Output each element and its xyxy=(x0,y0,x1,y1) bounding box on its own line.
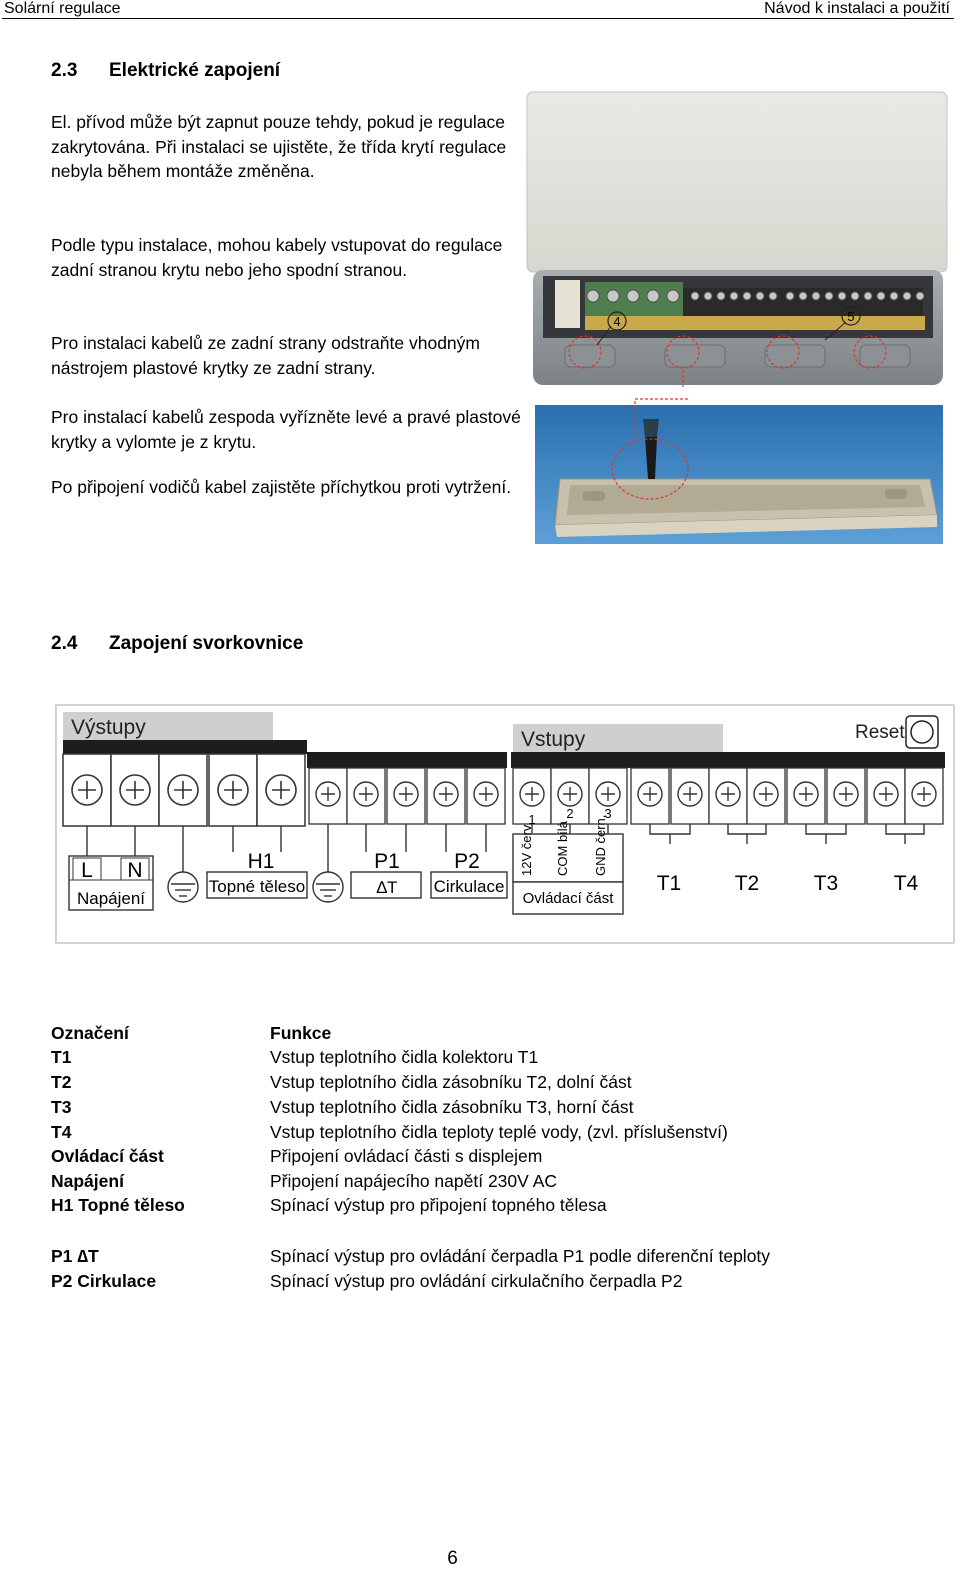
paragraph-strain-relief: Po připojení vodičů kabel zajistěte příchytkou proti vytržení. xyxy=(51,477,512,497)
supply-label: Napájení xyxy=(76,889,146,908)
paragraph-cable-entry: Podle typu instalace, mohou kabely vstupovat do regulace zadní stranou krytu nebo jeho spodní stranou. xyxy=(51,235,503,280)
row-label: P1 ∆T xyxy=(51,1246,99,1266)
header-right: Návod k instalaci a použití xyxy=(764,0,950,17)
column-header-function: Funkce xyxy=(270,1023,332,1043)
wire-gnd: GND čern. xyxy=(593,814,608,876)
control-part-label: Ovládací část xyxy=(522,890,614,907)
sensor-T4: T4 xyxy=(893,872,919,895)
section-2-4-heading xyxy=(51,633,303,655)
row-function: Vstup teplotního čidla kolektoru T1 xyxy=(270,1047,539,1067)
row-label: T3 xyxy=(51,1097,72,1117)
heater-label: Topné těleso xyxy=(208,877,306,896)
row-function: Spínací výstup pro připojení topného tělesa xyxy=(270,1195,607,1215)
section-number: 2.4 xyxy=(51,633,78,654)
row-function: Připojení napájecího napětí 230V AC xyxy=(270,1171,558,1191)
row-label: T2 xyxy=(51,1072,72,1092)
row-function: Vstup teplotního čidla zásobníku T2, dolní část xyxy=(270,1072,632,1092)
sensor-T1: T1 xyxy=(656,872,682,895)
row-label: T1 xyxy=(51,1047,72,1067)
small-terminals xyxy=(309,768,943,824)
row-function: Připojení ovládací části s displejem xyxy=(270,1146,543,1166)
sensor-T3: T3 xyxy=(813,872,839,895)
paragraph-power: El. přívod může být zapnut pouze tehdy, pokud je regulace zakrytována. Při instalaci se ujistěte, že třída krytí regulace nebyla během montáže změněna. xyxy=(51,112,507,181)
controller-housing-photo xyxy=(525,90,950,387)
paragraph-back-entry: Pro instalaci kabelů ze zadní strany odstraňte vhodným nástrojem plastové krytky ze zadní strany. xyxy=(51,333,480,378)
header-rule xyxy=(2,18,954,19)
section-number: 2.3 xyxy=(51,60,78,81)
row-label: Ovládací část xyxy=(51,1146,164,1166)
row-label: H1 Topné těleso xyxy=(51,1195,185,1215)
page-number: 6 xyxy=(447,1548,458,1569)
row-function: Vstup teplotního čidla teploty teplé vody, (zvl. příslušenství) xyxy=(270,1122,728,1142)
terminal-P1: P1 xyxy=(374,850,400,873)
section-title: Zapojení svorkovnice xyxy=(109,633,304,654)
row-label: P2 Cirkulace xyxy=(51,1271,157,1291)
output-terminals xyxy=(63,754,305,826)
terminal-H1: H1 xyxy=(247,850,275,873)
row-function: Spínací výstup pro ovládání čerpadla P1 podle diferenční teploty xyxy=(270,1246,771,1266)
column-header-label: Označení xyxy=(51,1023,129,1043)
paragraph-bottom-entry: Pro instalací kabelů zespoda vyřízněte levé a pravé plastové krytky a vylomte je z krytu. xyxy=(51,407,521,452)
row-function: Spínací výstup pro ovládání cirkulačního čerpadla P2 xyxy=(270,1271,683,1291)
circulation-label: Cirkulace xyxy=(433,877,505,896)
wire-com: COM bílá xyxy=(555,821,570,876)
row-label: Napájení xyxy=(51,1171,124,1191)
photo-marker-5: 5 xyxy=(847,309,855,324)
section-2-3-heading xyxy=(51,60,280,82)
pin-3: 3 xyxy=(604,806,612,821)
header-left: Solární regulace xyxy=(4,0,121,17)
terminal-P2: P2 xyxy=(454,850,480,873)
row-function: Vstup teplotního čidla zásobníku T3, horní část xyxy=(270,1097,634,1117)
row-label: T4 xyxy=(51,1122,72,1142)
inputs-label: Vstupy xyxy=(521,728,586,751)
wire-12v: 12V červ. xyxy=(519,822,534,876)
photo-marker-4: 4 xyxy=(613,314,621,329)
cover-cutting-photo xyxy=(535,397,943,544)
reset-button xyxy=(911,721,933,743)
delta-t-label: ∆T xyxy=(376,878,398,897)
terminal-block-diagram xyxy=(55,704,955,944)
section-title: Elektrické zapojení xyxy=(109,60,281,81)
terminal-L: L xyxy=(81,859,93,882)
sensor-T2: T2 xyxy=(734,872,760,895)
outputs-label: Výstupy xyxy=(71,716,146,739)
terminal-N: N xyxy=(127,859,143,882)
reset-label: Reset xyxy=(855,722,905,743)
pin-2: 2 xyxy=(566,806,574,821)
pin-1: 1 xyxy=(528,812,536,827)
